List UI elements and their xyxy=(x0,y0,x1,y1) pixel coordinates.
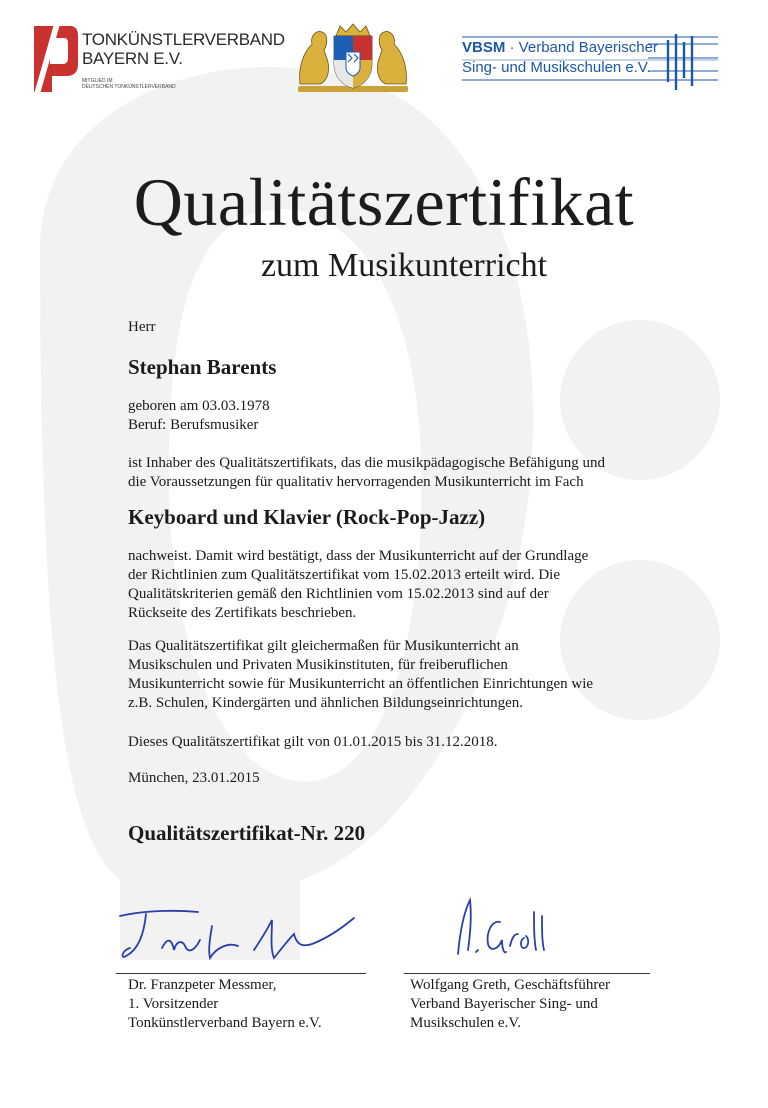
vbsm-line1-rest: · Verband Bayerischer xyxy=(505,39,658,56)
signatory-left xyxy=(128,976,388,1033)
vbsm-logo-text xyxy=(462,38,658,78)
tkv-member-note xyxy=(82,78,176,90)
certificate-title: Qualitätszertifikat xyxy=(133,164,635,240)
paragraph-intro-line: die Voraussetzungen für qualitativ hervorragenden Musikunterricht im Fach xyxy=(128,474,584,490)
signature-left-icon xyxy=(116,898,366,974)
paragraph-line: z.B. Schulen, Kindergärten und ähnlichen Bildungseinrichtungen. xyxy=(128,695,524,711)
tkv-logo-icon xyxy=(30,24,80,94)
vbsm-line2: Sing- und Musikschulen e.V. xyxy=(462,59,651,76)
certificate-number: Qualitätszertifikat-Nr. 220 xyxy=(128,821,366,845)
certificate-subtitle: zum Musikunterricht xyxy=(260,247,548,284)
signatory-right xyxy=(410,976,670,1033)
salutation: Herr xyxy=(128,319,156,335)
paragraph-confirmation xyxy=(128,547,668,623)
vbsm-abbr: VBSM xyxy=(462,39,506,56)
signatory-left-line: Tonkünstlerverband Bayern e.V. xyxy=(128,1015,322,1031)
birth-date: geboren am 03.03.1978 xyxy=(128,398,270,414)
paragraph-line: der Richtlinien zum Qualitätszertifikat vom 15.02.2013 erteilt wird. Die xyxy=(128,567,560,583)
signatory-left-line: Dr. Franzpeter Messmer, xyxy=(128,977,277,993)
tkv-name-line2: BAYERN E.V. xyxy=(82,49,183,68)
signatory-right-line: Verband Bayerischer Sing- und xyxy=(410,996,598,1012)
signature-line-left xyxy=(116,973,366,974)
signatory-right-line: Wolfgang Greth, Geschäftsführer xyxy=(410,977,610,993)
bavarian-coat-of-arms-icon xyxy=(294,22,412,94)
tkv-member-line2: DEUTSCHEN TONKÜNSTLERVERBAND xyxy=(82,84,176,90)
subject: Keyboard und Klavier (Rock-Pop-Jazz) xyxy=(128,505,486,529)
signatory-left-line: 1. Vorsitzender xyxy=(128,996,219,1012)
place-and-date: München, 23.01.2015 xyxy=(128,770,260,786)
recipient-name: Stephan Barents xyxy=(128,355,277,379)
paragraph-line: Qualitätskriterien gemäß den Richtlinien vom 15.02.2013 sind auf der xyxy=(128,586,549,602)
paragraph-intro-line: ist Inhaber des Qualitätszertifikats, das die musikpädagogische Befähigung und xyxy=(128,455,605,471)
signature-line-right xyxy=(404,973,650,974)
paragraph-line: nachweist. Damit wird bestätigt, dass der Musikunterricht auf der Grundlage xyxy=(128,548,589,564)
paragraph-line: Musikschulen und Privaten Musikinstituten, für freiberuflichen xyxy=(128,657,508,673)
signatory-right-line: Musikschulen e.V. xyxy=(410,1015,521,1031)
profession: Beruf: Berufsmusiker xyxy=(128,417,259,433)
validity-period: Dieses Qualitätszertifikat gilt von 01.01.2015 bis 31.12.2018. xyxy=(128,734,498,750)
tkv-member-line1: MITGLIED IM xyxy=(82,78,113,84)
paragraph-scope xyxy=(128,637,668,713)
tkv-name-line1: TONKÜNSTLERVERBAND xyxy=(82,30,285,49)
paragraph-line: Musikunterricht sowie für Musikunterricht an öffentlichen Einrichtungen wie xyxy=(128,676,594,692)
tkv-logo-text xyxy=(82,30,285,68)
vbsm-line1 xyxy=(462,39,658,56)
paragraph-line: Rückseite des Zertifikats beschrieben. xyxy=(128,605,357,621)
signature-right-icon xyxy=(440,892,560,964)
paragraph-line: Das Qualitätszertifikat gilt gleichermaßen für Musikunterricht an xyxy=(128,638,519,654)
paragraph-intro xyxy=(128,454,688,492)
